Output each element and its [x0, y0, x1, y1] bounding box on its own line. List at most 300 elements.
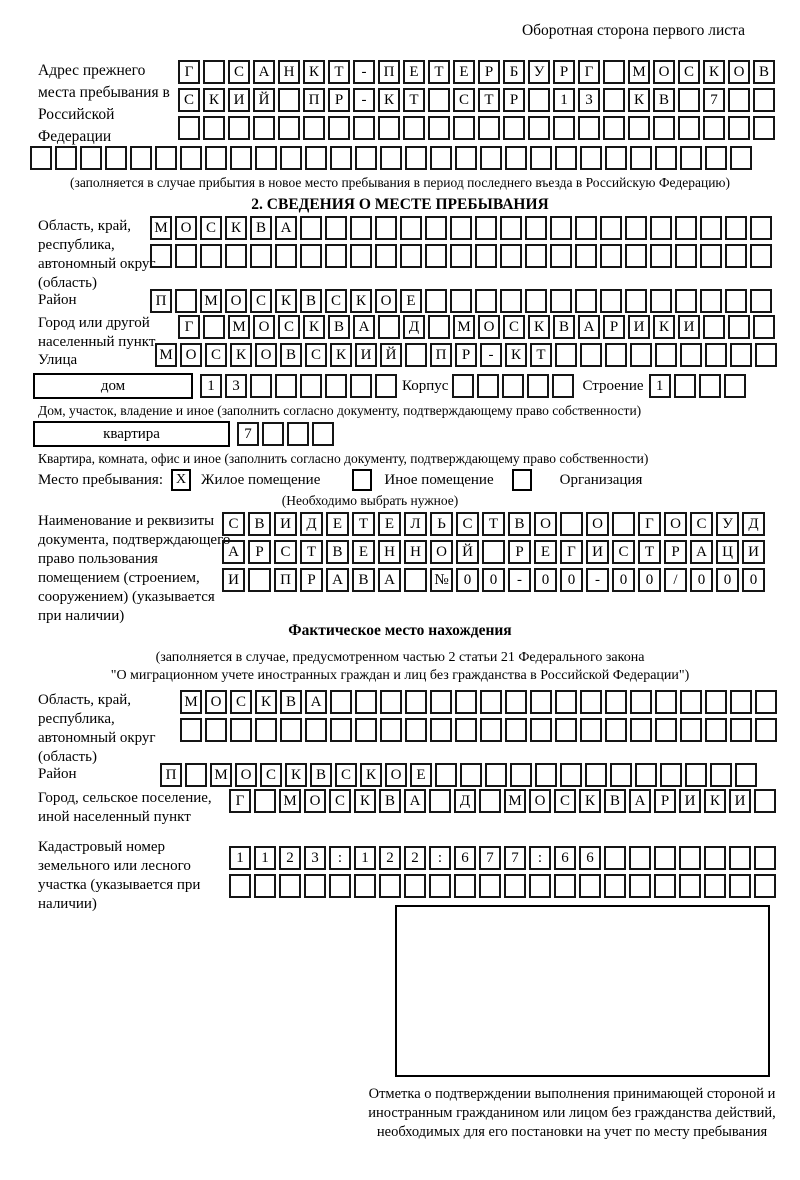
residential-checkbox: X	[171, 469, 191, 491]
form-cell: Т	[530, 343, 552, 367]
form-cell: В	[310, 763, 332, 787]
form-cell: -	[480, 343, 502, 367]
form-cell: О	[664, 512, 687, 536]
form-cell	[580, 690, 602, 714]
form-cell: К	[528, 315, 550, 339]
district-label: Район	[38, 292, 77, 308]
form-cell	[575, 216, 597, 240]
form-cell	[205, 146, 227, 170]
form-cell: С	[456, 512, 479, 536]
form-cell: П	[150, 289, 172, 313]
actual-region-row-2	[180, 718, 777, 742]
region-row-1	[150, 216, 772, 240]
form-cell: А	[690, 540, 713, 564]
form-cell: И	[274, 512, 297, 536]
form-cell: -	[508, 568, 531, 592]
form-cell	[230, 718, 252, 742]
form-cell: Р	[455, 343, 477, 367]
form-cell: Л	[404, 512, 427, 536]
document-row-1	[222, 512, 765, 536]
form-cell	[728, 116, 750, 140]
form-cell	[475, 216, 497, 240]
form-cell: С	[228, 60, 250, 84]
form-cell	[375, 374, 397, 398]
other-premises-label: Иное помещение	[384, 471, 494, 488]
confirmation-caption: Отметка о подтверждении выполнения принимающей стороной и иностранным гражданином или лицом без гражданства действий, необходимых для его постановки на учет по месту пребывания	[368, 1086, 776, 1140]
form-cell	[430, 146, 452, 170]
form-cell: В	[553, 315, 575, 339]
cadastral-label: Кадастровый номер земельного или лесного участка (указывается при наличии)	[38, 839, 201, 912]
form-cell: С	[222, 512, 245, 536]
form-cell: В	[248, 512, 271, 536]
form-cell	[478, 116, 500, 140]
actual-location-note-2: "О миграционном учете иностранных граждан и лиц без гражданства в Российской Федерации")	[110, 668, 690, 683]
form-cell: 1	[354, 846, 376, 870]
form-cell: А	[629, 789, 651, 813]
form-cell: 0	[612, 568, 635, 592]
form-cell	[628, 116, 650, 140]
form-cell: 6	[454, 846, 476, 870]
form-cell: Т	[478, 88, 500, 112]
form-cell: И	[729, 789, 751, 813]
form-cell	[330, 718, 352, 742]
form-cell	[705, 718, 727, 742]
form-cell	[475, 244, 497, 268]
form-cell	[600, 244, 622, 268]
form-cell: С	[305, 343, 327, 367]
document-rows	[222, 512, 765, 592]
form-cell: С	[274, 540, 297, 564]
prev-address-label: Адрес прежнего места пребывания в Российской Федерации	[38, 62, 170, 145]
district-row	[150, 289, 772, 313]
form-cell	[600, 216, 622, 240]
form-cell: Т	[300, 540, 323, 564]
form-cell	[105, 146, 127, 170]
form-cell	[405, 690, 427, 714]
form-cell: И	[628, 315, 650, 339]
apartment-cells	[237, 422, 334, 446]
form-cell: М	[180, 690, 202, 714]
form-cell: Е	[410, 763, 432, 787]
form-cell: К	[275, 289, 297, 313]
form-cell	[375, 216, 397, 240]
form-cell	[529, 874, 551, 898]
form-cell	[604, 874, 626, 898]
form-cell: :	[329, 846, 351, 870]
form-cell: О	[653, 60, 675, 84]
organization-label: Организация	[559, 471, 643, 488]
form-cell: К	[378, 88, 400, 112]
form-cell	[699, 374, 721, 398]
form-cell	[755, 718, 777, 742]
form-cell: В	[280, 690, 302, 714]
actual-location-note-1: (заполняется в случае, предусмотренном частью 2 статьи 21 Федерального закона	[155, 650, 645, 665]
actual-city-row	[229, 789, 776, 813]
form-cell	[254, 874, 276, 898]
form-cell	[404, 874, 426, 898]
form-cell	[325, 374, 347, 398]
form-cell: 0	[482, 568, 505, 592]
region-label: Область, край, республика, автономный округ (область)	[38, 218, 156, 291]
form-cell	[482, 540, 505, 564]
form-cell	[479, 874, 501, 898]
form-cell: Т	[352, 512, 375, 536]
form-cell: О	[586, 512, 609, 536]
form-cell	[425, 244, 447, 268]
form-cell: Е	[534, 540, 557, 564]
form-cell: Р	[603, 315, 625, 339]
form-cell	[155, 146, 177, 170]
form-cell: П	[378, 60, 400, 84]
form-cell	[150, 244, 172, 268]
form-cell: И	[355, 343, 377, 367]
form-cell: 0	[716, 568, 739, 592]
form-cell: 0	[690, 568, 713, 592]
form-cell: Н	[278, 60, 300, 84]
form-cell	[230, 146, 252, 170]
form-cell: К	[285, 763, 307, 787]
form-cell	[550, 244, 572, 268]
form-cell: Р	[508, 540, 531, 564]
form-cell	[355, 146, 377, 170]
form-cell: В	[300, 289, 322, 313]
form-cell	[330, 690, 352, 714]
form-cell	[350, 374, 372, 398]
form-cell	[754, 874, 776, 898]
form-cell	[525, 244, 547, 268]
form-cell: Г	[578, 60, 600, 84]
form-cell: К	[225, 216, 247, 240]
form-cell: 3	[304, 846, 326, 870]
form-cell: С	[205, 343, 227, 367]
house-line	[33, 373, 746, 399]
form-cell	[730, 343, 752, 367]
form-cell: 6	[579, 846, 601, 870]
form-cell	[350, 216, 372, 240]
form-cell: М	[200, 289, 222, 313]
form-cell	[603, 60, 625, 84]
form-cell: 7	[504, 846, 526, 870]
form-cell: М	[210, 763, 232, 787]
form-cell	[585, 763, 607, 787]
form-cell: К	[505, 343, 527, 367]
form-cell	[355, 718, 377, 742]
residential-label: Жилое помещение	[201, 471, 321, 488]
form-cell	[200, 244, 222, 268]
form-cell: Г	[638, 512, 661, 536]
form-cell	[550, 289, 572, 313]
form-cell	[312, 422, 334, 446]
cadastral-rows	[229, 846, 776, 898]
form-cell: В	[604, 789, 626, 813]
form-cell	[305, 146, 327, 170]
form-cell: 7	[703, 88, 725, 112]
form-cell: Д	[403, 315, 425, 339]
form-cell	[630, 690, 652, 714]
form-cell: О	[255, 343, 277, 367]
form-cell	[750, 216, 772, 240]
form-cell	[228, 116, 250, 140]
form-cell: С	[453, 88, 475, 112]
form-cell	[754, 789, 776, 813]
form-cell	[430, 718, 452, 742]
apartment-line	[33, 421, 334, 447]
form-cell: К	[703, 60, 725, 84]
form-cell	[404, 568, 427, 592]
form-cell: Ц	[716, 540, 739, 564]
form-cell: К	[354, 789, 376, 813]
form-cell	[527, 374, 549, 398]
form-cell	[700, 289, 722, 313]
form-cell	[428, 88, 450, 112]
cadastral-row-2	[229, 874, 776, 898]
form-cell	[555, 690, 577, 714]
form-cell: Е	[403, 60, 425, 84]
form-cell: О	[304, 789, 326, 813]
form-cell	[325, 216, 347, 240]
form-cell	[650, 216, 672, 240]
form-cell	[55, 146, 77, 170]
form-cell	[604, 846, 626, 870]
form-cell	[455, 146, 477, 170]
stroenie-label: Строение	[582, 377, 644, 394]
form-cell	[560, 512, 583, 536]
form-cell: С	[260, 763, 282, 787]
form-cell	[680, 343, 702, 367]
form-cell	[655, 718, 677, 742]
korpus-cells	[452, 374, 574, 398]
form-cell	[755, 690, 777, 714]
form-cell: А	[404, 789, 426, 813]
form-cell	[603, 88, 625, 112]
form-cell	[330, 146, 352, 170]
form-cell: И	[586, 540, 609, 564]
form-cell: 7	[479, 846, 501, 870]
form-cell	[650, 244, 672, 268]
form-cell	[350, 244, 372, 268]
form-cell: Т	[638, 540, 661, 564]
form-cell: Р	[478, 60, 500, 84]
form-cell: О	[175, 216, 197, 240]
form-cell	[630, 718, 652, 742]
form-cell: П	[303, 88, 325, 112]
form-cell: О	[430, 540, 453, 564]
page-side-note: Оборотная сторона первого листа	[521, 22, 745, 39]
form-cell	[654, 846, 676, 870]
form-cell	[303, 116, 325, 140]
form-cell	[254, 789, 276, 813]
form-cell	[480, 718, 502, 742]
form-cell: 1	[229, 846, 251, 870]
form-cell: П	[274, 568, 297, 592]
form-cell: Г	[560, 540, 583, 564]
form-cell	[755, 343, 777, 367]
form-cell: 1	[553, 88, 575, 112]
form-cell: В	[379, 789, 401, 813]
form-cell	[580, 718, 602, 742]
form-cell	[625, 289, 647, 313]
form-cell	[455, 718, 477, 742]
form-cell: Р	[248, 540, 271, 564]
form-cell	[505, 718, 527, 742]
form-cell: Н	[378, 540, 401, 564]
form-cell	[600, 289, 622, 313]
form-cell: А	[353, 315, 375, 339]
street-label: Улица	[38, 352, 78, 368]
form-cell: Д	[742, 512, 765, 536]
form-cell	[380, 690, 402, 714]
form-cell	[703, 116, 725, 140]
form-cell	[503, 116, 525, 140]
form-cell	[454, 874, 476, 898]
form-cell	[724, 374, 746, 398]
form-cell: К	[628, 88, 650, 112]
form-cell	[525, 216, 547, 240]
form-cell	[400, 216, 422, 240]
form-cell	[580, 146, 602, 170]
form-cell: М	[504, 789, 526, 813]
form-cell: Г	[178, 60, 200, 84]
form-cell: Н	[404, 540, 427, 564]
form-cell: А	[305, 690, 327, 714]
form-cell	[225, 244, 247, 268]
form-cell: С	[335, 763, 357, 787]
form-cell: 1	[200, 374, 222, 398]
form-cell	[528, 116, 550, 140]
form-cell	[530, 690, 552, 714]
form-cell: М	[453, 315, 475, 339]
form-cell	[353, 116, 375, 140]
form-cell	[700, 244, 722, 268]
form-cell: 0	[534, 568, 557, 592]
form-cell	[579, 874, 601, 898]
form-cell	[735, 763, 757, 787]
form-cell: К	[704, 789, 726, 813]
form-cell	[203, 60, 225, 84]
form-cell: А	[326, 568, 349, 592]
form-cell: И	[742, 540, 765, 564]
form-cell	[428, 315, 450, 339]
form-cell: 0	[456, 568, 479, 592]
form-cell	[300, 374, 322, 398]
document-row-2	[222, 540, 765, 564]
form-cell	[435, 763, 457, 787]
form-cell	[480, 146, 502, 170]
form-cell	[629, 846, 651, 870]
form-cell	[280, 146, 302, 170]
form-cell: Р	[300, 568, 323, 592]
form-cell	[555, 718, 577, 742]
form-cell: Р	[503, 88, 525, 112]
form-cell	[750, 244, 772, 268]
form-cell	[635, 763, 657, 787]
prev-address-row-2	[178, 88, 775, 112]
form-cell: С	[554, 789, 576, 813]
form-cell: К	[653, 315, 675, 339]
street-row	[155, 343, 777, 367]
form-cell	[278, 116, 300, 140]
form-cell: К	[203, 88, 225, 112]
form-cell	[655, 146, 677, 170]
form-cell: 2	[404, 846, 426, 870]
form-cell: 1	[649, 374, 671, 398]
form-cell: П	[430, 343, 452, 367]
form-cell	[30, 146, 52, 170]
city-row	[178, 315, 775, 339]
form-cell: 7	[237, 422, 259, 446]
form-cell: Е	[453, 60, 475, 84]
form-cell	[680, 146, 702, 170]
form-cell: С	[230, 690, 252, 714]
form-cell: №	[430, 568, 453, 592]
form-cell: В	[328, 315, 350, 339]
form-cell: К	[230, 343, 252, 367]
form-cell	[675, 244, 697, 268]
form-cell	[650, 289, 672, 313]
form-cell: Б	[503, 60, 525, 84]
form-cell: В	[280, 343, 302, 367]
form-cell: В	[753, 60, 775, 84]
form-cell	[255, 146, 277, 170]
form-cell: 2	[379, 846, 401, 870]
form-cell: А	[378, 568, 401, 592]
form-cell	[660, 763, 682, 787]
region-rows	[150, 216, 772, 268]
form-cell: -	[586, 568, 609, 592]
form-cell: О	[180, 343, 202, 367]
form-cell	[325, 244, 347, 268]
form-cell	[130, 146, 152, 170]
form-cell: О	[529, 789, 551, 813]
form-cell	[678, 116, 700, 140]
form-cell: А	[275, 216, 297, 240]
form-cell	[429, 789, 451, 813]
form-cell: С	[278, 315, 300, 339]
form-cell	[575, 244, 597, 268]
form-cell: И	[679, 789, 701, 813]
form-cell	[753, 88, 775, 112]
form-cell	[680, 690, 702, 714]
form-cell	[450, 244, 472, 268]
form-cell: О	[478, 315, 500, 339]
form-cell	[674, 374, 696, 398]
form-cell: К	[579, 789, 601, 813]
form-cell: С	[200, 216, 222, 240]
form-cell	[703, 315, 725, 339]
actual-region-label: Область, край, республика, автономный округ (область)	[38, 692, 156, 765]
form-cell	[730, 718, 752, 742]
form-cell: Д	[300, 512, 323, 536]
form-cell	[405, 343, 427, 367]
form-cell: М	[150, 216, 172, 240]
form-cell: Т	[482, 512, 505, 536]
form-cell	[355, 690, 377, 714]
form-cell	[725, 216, 747, 240]
form-cell	[480, 690, 502, 714]
apartment-box-label: квартира	[33, 421, 230, 447]
form-cell: П	[160, 763, 182, 787]
form-cell	[403, 116, 425, 140]
form-cell: В	[250, 216, 272, 240]
form-cell	[555, 343, 577, 367]
form-cell: И	[228, 88, 250, 112]
form-cell	[705, 690, 727, 714]
form-cell	[612, 512, 635, 536]
form-cell: К	[255, 690, 277, 714]
form-cell: Д	[454, 789, 476, 813]
form-cell	[205, 718, 227, 742]
form-cell	[500, 289, 522, 313]
